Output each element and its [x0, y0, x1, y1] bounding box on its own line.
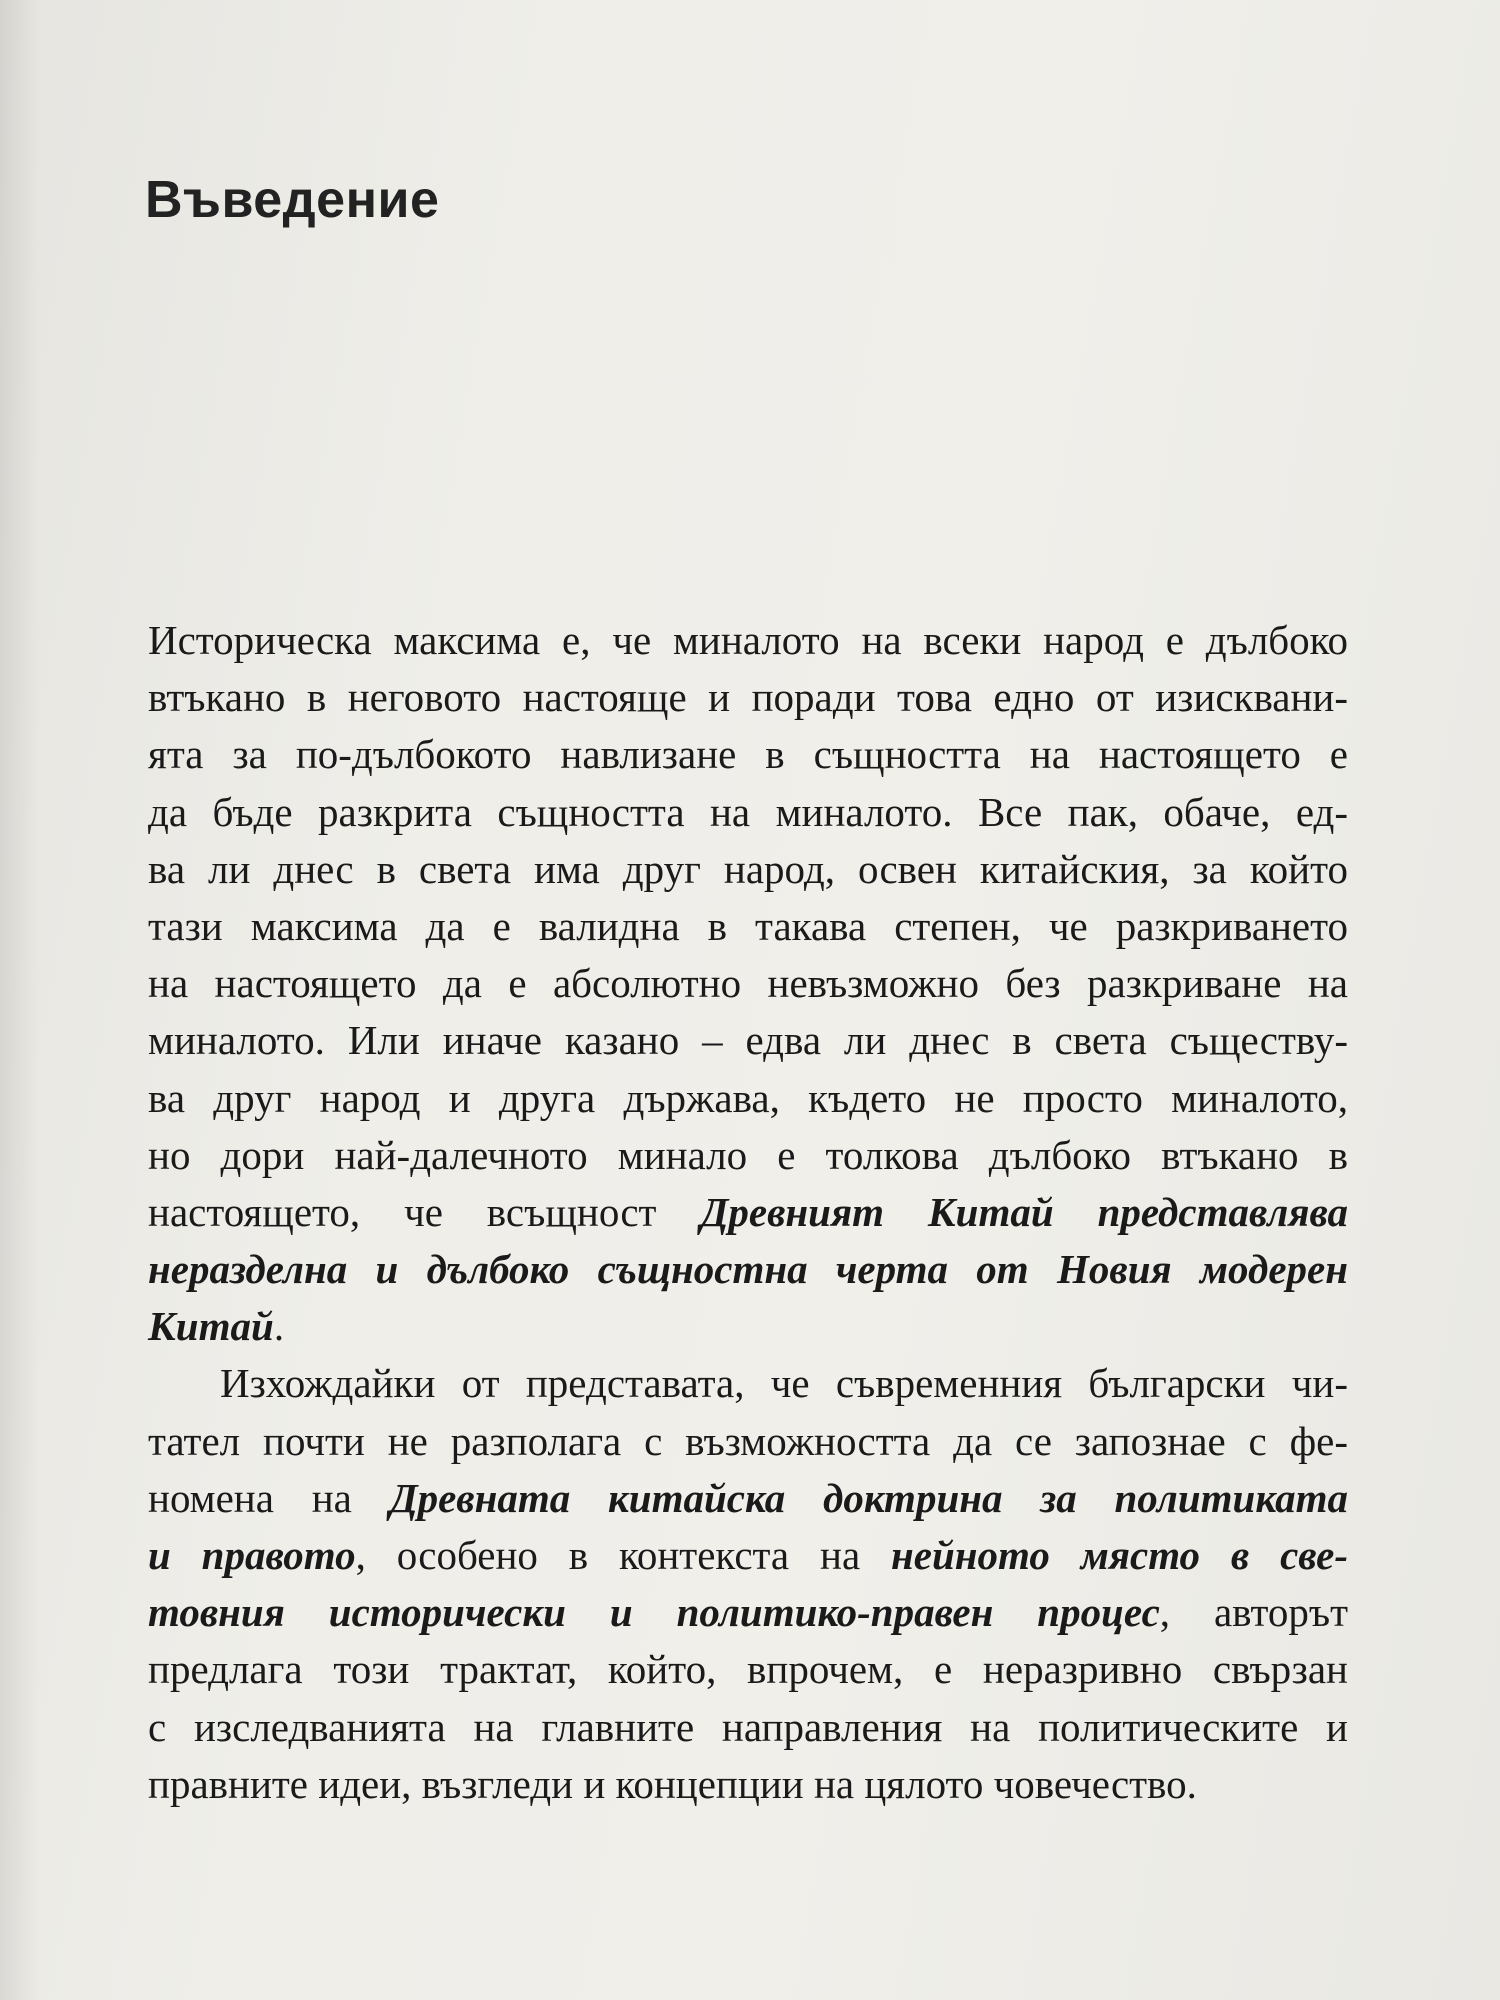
paragraph2-line [148, 1470, 1348, 1527]
paragraph1-line: но дори най-далечното минало е толкова дълбоко втъкано в [148, 1131, 1348, 1178]
page-heading: Въведение [145, 171, 440, 229]
paragraph1-line: миналото. Или иначе казано – едва ли днес в света съществу- [148, 1017, 1348, 1064]
paragraph2-line: с изследванията на главните направления на политическите и [148, 1703, 1348, 1750]
paragraph1-line [148, 1298, 1348, 1355]
plain-text: номена на [148, 1474, 390, 1521]
paragraph1-line: на настоящето да е абсолютно невъзможно без разкриване на [148, 960, 1348, 1007]
plain-text: , авторът [1159, 1589, 1349, 1636]
emphasis-text: и правото [148, 1532, 356, 1578]
emphasis-text: Древният Китай представлява [700, 1188, 1349, 1235]
paragraph2-line: правните идеи, възгледи и концепции на цялото човечество. [148, 1760, 1197, 1807]
emphasis-text: Древната китайска доктрина за политиката [389, 1474, 1348, 1521]
paragraph2-line: тател почти не разполага с възможността да се запознае с фе- [148, 1417, 1348, 1464]
plain-text: . [273, 1303, 285, 1350]
paragraph2-line [148, 1527, 1348, 1584]
body-text [148, 612, 1348, 1813]
paragraph1-line: втъкано в неговото настояще и поради това едно от изисквани- [148, 674, 1348, 721]
plain-text: настоящето, че всъщност [148, 1188, 701, 1235]
paragraph1-line: ята за по-дълбокото навлизане в същността на настоящето е [148, 731, 1348, 778]
paragraph1-line [148, 1241, 1348, 1298]
emphasis-text: нейното място в све- [891, 1532, 1348, 1578]
plain-text: , особено в контекста на [355, 1532, 892, 1578]
emphasis-text: товния исторически и политико-правен процес [148, 1589, 1160, 1636]
paragraph1-line: да бъде разкрита същността на миналото. Все пак, обаче, ед- [148, 788, 1348, 835]
paragraph1-line: ва друг народ и друга държава, където не просто миналото, [148, 1074, 1348, 1121]
paragraph2-line: Изхождайки от представата, че съвременния български чи- [220, 1360, 1348, 1407]
emphasis-text: Китай [148, 1303, 274, 1350]
page-binding-shadow [0, 0, 40, 2000]
paragraph1-line: ва ли днес в света има друг народ, освен китайския, за който [148, 845, 1348, 892]
paragraph1-line: тази максима да е валидна в такава степен, че разкриването [148, 902, 1348, 949]
emphasis-text: неразделна и дълбоко същностна черта от Новия модерен [148, 1246, 1348, 1293]
paragraph2-line [148, 1584, 1348, 1641]
paragraph1-line [148, 1184, 1348, 1241]
paragraph1-line: Историческа максима е, че миналото на всеки народ е дълбоко [148, 617, 1348, 663]
paragraph2-line: предлага този трактат, който, впрочем, е неразривно свързан [148, 1646, 1348, 1693]
